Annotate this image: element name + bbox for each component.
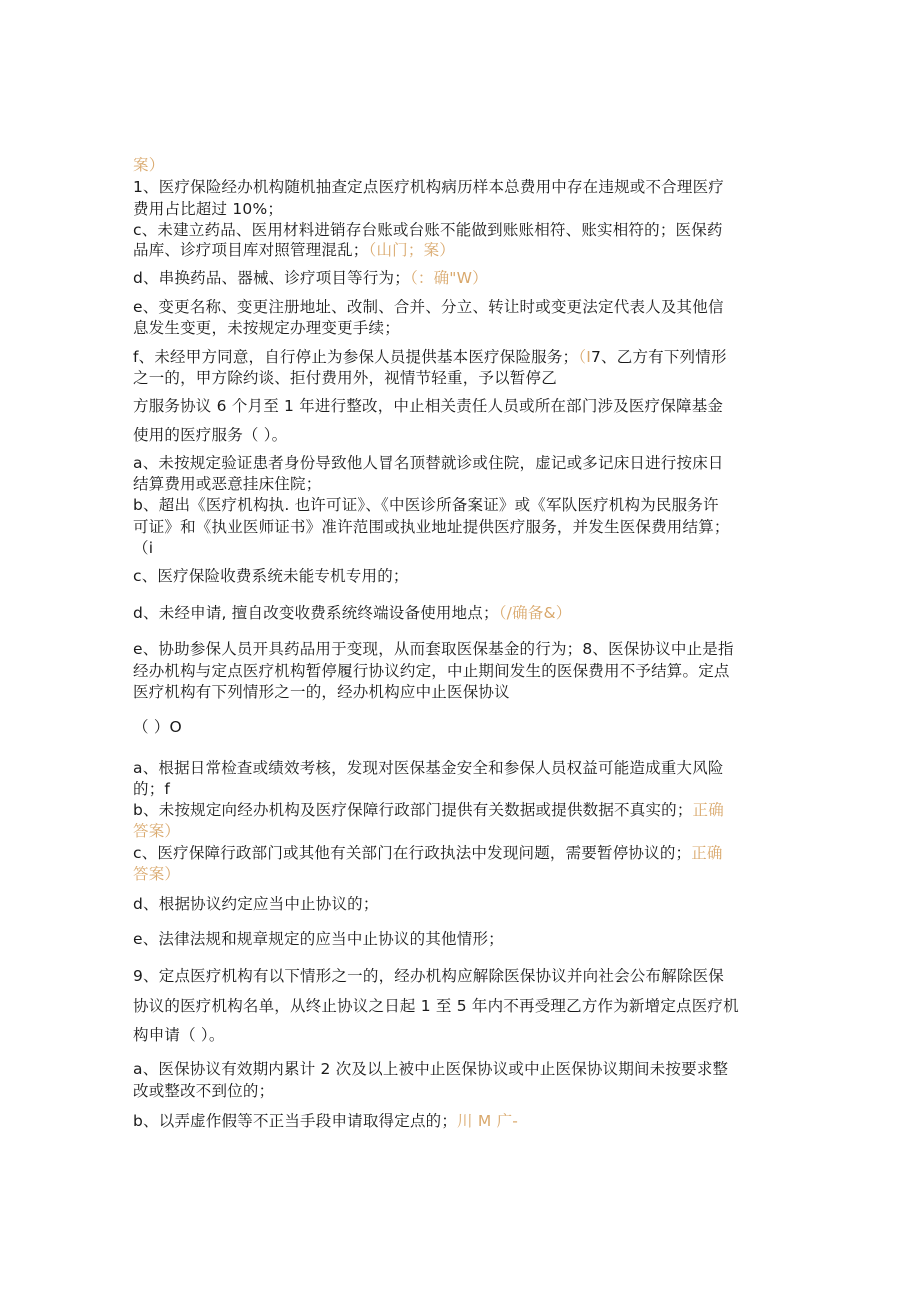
line-text: e、变更名称、变更注册地址、改制、合并、分立、转让时或变更法定代表人及其他信 bbox=[133, 298, 724, 316]
text-line bbox=[133, 566, 409, 586]
answer-mark: （山门；案） bbox=[368, 241, 455, 259]
text-line bbox=[133, 682, 510, 702]
line-text: 使用的医疗服务（ ）。 bbox=[133, 426, 288, 444]
text-line bbox=[133, 368, 557, 388]
line-text: 改或整改不到位的； bbox=[133, 1082, 275, 1100]
line-text: c、未建立药品、医用材料进销存台账或台账不能做到账账相符、账实相符的；医保药 bbox=[133, 221, 723, 239]
line-text: a、医保协议有效期内累计 2 次及以上被中止医保协议或中止医保协议期间未按要求整 bbox=[133, 1060, 729, 1078]
text-line bbox=[133, 474, 321, 494]
line-text: 费用占比超过 10%； bbox=[133, 200, 284, 218]
line-text: 息发生变更，未按规定办理变更手续； bbox=[133, 319, 400, 337]
line-text: b、以弄虚作假等不正当手段申请取得定点的； bbox=[133, 1112, 458, 1130]
line-text: 品库、诊疗项目库对照管理混乱； bbox=[133, 241, 369, 259]
line-text: 方服务协议 6 个月至 1 年进行整改，中止相关责任人员或所在部门涉及医疗保障基金 bbox=[133, 397, 724, 415]
text-line bbox=[133, 297, 724, 317]
text-line bbox=[133, 155, 164, 175]
answer-mark: 正确 bbox=[691, 844, 723, 862]
text-line bbox=[133, 268, 488, 288]
line-text: d、串换药品、器械、诊疗项目等行为； bbox=[133, 269, 410, 287]
line-text: 协议的医疗机构名单，从终止协议之日起 1 至 5 年内不再受理乙方作为新增定点医疗机 bbox=[133, 997, 739, 1015]
line-text: a、根据日常检查或绩效考核，发现对医保基金安全和参保人员权益可能造成重大风险 bbox=[133, 759, 724, 777]
line-text: d、未经申请, 擅自改变收费系统终端设备使用地点； bbox=[133, 604, 499, 622]
text-line bbox=[133, 1059, 728, 1079]
line-text: （i bbox=[133, 539, 154, 557]
line-text: b、未按规定向经办机构及医疗保障行政部门提供有关数据或提供数据不真实的； bbox=[133, 801, 693, 819]
answer-mark: （/确备&） bbox=[498, 604, 572, 622]
text-line bbox=[133, 1081, 274, 1101]
line-text: e、协助参保人员开具药品用于变现，从而套取医保基金的行为；8、医保协议中止是指 bbox=[133, 640, 734, 658]
text-line bbox=[133, 495, 719, 515]
text-line bbox=[133, 177, 724, 197]
line-text: 结算费用或恶意挂床住院； bbox=[133, 475, 322, 493]
line-text: c、医疗保障行政部门或其他有关部门在行政执法中发现问题，需要暂停协议的； bbox=[133, 844, 692, 862]
line-text: e、法律法规和规章规定的应当中止协议的其他情形； bbox=[133, 930, 504, 948]
answer-mark: 正确 bbox=[692, 801, 724, 819]
answer-mark: 答案） bbox=[133, 865, 181, 883]
line-text: 医疗机构有下列情形之一的，经办机构应中止医保协议 bbox=[133, 683, 510, 701]
text-line bbox=[133, 517, 730, 537]
text-line bbox=[133, 864, 180, 884]
text-line bbox=[133, 966, 724, 986]
text-line bbox=[133, 779, 170, 799]
text-line bbox=[133, 453, 724, 473]
text-line bbox=[133, 240, 455, 260]
text-line bbox=[133, 800, 724, 820]
line-text: 7、乙方有下列情形 bbox=[591, 348, 727, 366]
text-line bbox=[133, 1111, 518, 1131]
answer-mark: 案） bbox=[133, 156, 165, 174]
text-line bbox=[133, 996, 739, 1016]
text-line bbox=[133, 396, 723, 416]
text-line bbox=[133, 1025, 225, 1045]
text-line bbox=[133, 220, 723, 240]
text-line bbox=[133, 425, 287, 445]
line-text: 1、医疗保险经办机构随机抽查定点医疗机构病历样本总费用中存在违规或不合理医疗 bbox=[133, 178, 724, 196]
text-line bbox=[133, 717, 182, 737]
text-line bbox=[133, 318, 400, 338]
line-text: f、未经甲方同意，自行停止为参保人员提供基本医疗保险服务； bbox=[133, 348, 579, 366]
text-line bbox=[133, 758, 724, 778]
line-text: 构申请（ ）。 bbox=[133, 1026, 225, 1044]
line-text: b、超出《医疗机构执. 也许可证》、《中医诊所备案证》或《军队医疗机构为民服务许 bbox=[133, 496, 719, 514]
line-text: a、未按规定验证患者身份导致他人冒名顶替就诊或住院，虚记或多记床日进行按床日 bbox=[133, 454, 724, 472]
answer-mark: 答案） bbox=[133, 822, 181, 840]
line-text: 可证》和《执业医师证书》准许范围或执业地址提供医疗服务，并发生医保费用结算； bbox=[133, 518, 730, 536]
text-line bbox=[133, 821, 180, 841]
text-line bbox=[133, 639, 734, 659]
line-text: d、根据协议约定应当中止协议的； bbox=[133, 895, 379, 913]
line-text: c、医疗保险收费系统未能专机专用的； bbox=[133, 567, 409, 585]
text-line bbox=[133, 538, 153, 558]
text-line bbox=[133, 843, 723, 863]
answer-mark: （：确"W） bbox=[409, 269, 488, 287]
text-line bbox=[133, 347, 727, 367]
answer-mark: （I bbox=[578, 348, 591, 366]
line-text: （ ）O bbox=[133, 718, 182, 736]
answer-mark: 川 M 广- bbox=[457, 1112, 519, 1130]
text-line bbox=[133, 661, 730, 681]
text-line bbox=[133, 199, 283, 219]
line-text: 经办机构与定点医疗机构暂停履行协议约定，中止期间发生的医保费用不予结算。定点 bbox=[133, 662, 730, 680]
line-text: 9、定点医疗机构有以下情形之一的，经办机构应解除医保协议并向社会公布解除医保 bbox=[133, 967, 724, 985]
text-line bbox=[133, 603, 571, 623]
line-text: 的；f bbox=[133, 780, 171, 798]
text-line bbox=[133, 894, 379, 914]
text-line bbox=[133, 929, 504, 949]
line-text: 之一的，甲方除约谈、拒付费用外，视情节轻重，予以暂停乙 bbox=[133, 369, 557, 387]
